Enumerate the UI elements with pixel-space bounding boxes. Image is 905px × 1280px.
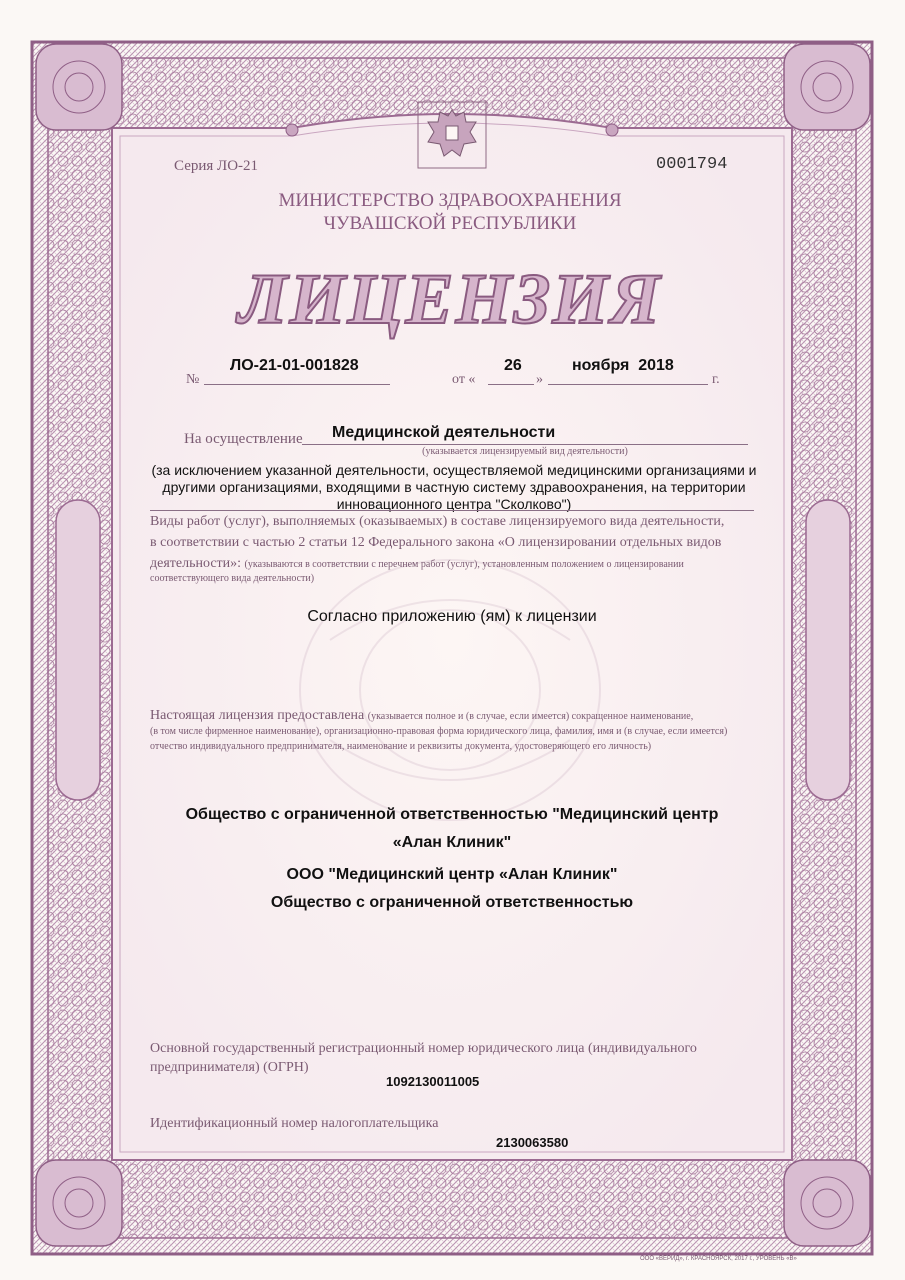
works-text-line3: деятельности»: (указываются в соответствии с перечнем работ (услуг), установленным положением о лицензировании bbox=[150, 556, 684, 571]
series-label: Серия ЛО-21 bbox=[174, 158, 259, 174]
license-month-year: ноября 2018 bbox=[572, 357, 674, 374]
holder-short-name: ООО "Медицинский центр «Алан Клиник" bbox=[286, 866, 618, 883]
holder-legal-form: Общество с ограниченной ответственностью bbox=[270, 894, 634, 911]
inn-label: Идентификационный номер налогоплательщика bbox=[150, 1116, 439, 1131]
holder-label-line1: Настоящая лицензия предоставлена (указывается полное и (в случае, если имеется) сокращенное наименование, bbox=[150, 708, 694, 723]
inn-value: 2130063580 bbox=[496, 1135, 569, 1150]
printer-mark: ООО «ВЕРИД», г. КРАСНОЯРСК, 2017 г., УРОВЕНЬ «В» bbox=[640, 1256, 797, 1262]
works-text-line4: соответствующего вида деятельности) bbox=[150, 573, 315, 584]
activity-hint: (указывается лицензируемый вид деятельности) bbox=[422, 446, 628, 457]
activity-label: На осуществление bbox=[184, 431, 303, 447]
ministry-line2: ЧУВАШСКОЙ РЕСПУБЛИКИ bbox=[323, 213, 577, 234]
license-day: 26 bbox=[504, 357, 522, 374]
holder-full-name-line2: «Алан Клиник" bbox=[392, 834, 512, 851]
holder-label-line3: отчество индивидуального предпринимателя, наименование и реквизиты документа, удостоверяющего его личность) bbox=[150, 741, 652, 752]
ogrn-label-line1: Основной государственный регистрационный номер юридического лица (индивидуального bbox=[150, 1041, 697, 1056]
ogrn-label-line2: предпринимателя) (ОГРН) bbox=[150, 1060, 309, 1075]
page-title: ЛИЦЕНЗИЯ bbox=[238, 259, 662, 339]
works-value: Согласно приложению (ям) к лицензии bbox=[307, 608, 597, 625]
date-prefix: от « bbox=[452, 372, 476, 387]
activity-exception: (за исключением указанной деятельности, осуществляемой медицинскими организациями и другими организациями, входящими в частную систему здравоохранения, на территории инновационного центра "Сколково") bbox=[151, 462, 757, 512]
number-prefix: № bbox=[186, 372, 200, 387]
holder-full-name-line1: Общество с ограниченной ответственностью "Медицинский центр bbox=[185, 806, 719, 823]
coat-of-arms-icon bbox=[416, 100, 488, 170]
year-suffix: г. bbox=[712, 372, 720, 387]
activity-value: Медицинской деятельности bbox=[332, 424, 556, 441]
works-text-line1: Виды работ (услуг), выполняемых (оказываемых) в составе лицензируемого вида деятельности, bbox=[150, 514, 725, 529]
license-number: ЛО-21-01-001828 bbox=[230, 357, 359, 374]
works-text-line2: в соответствии с частью 2 статьи 12 Федерального закона «О лицензировании отдельных видов bbox=[150, 535, 722, 550]
ogrn-value: 1092130011005 bbox=[386, 1074, 480, 1089]
date-mid: » bbox=[536, 372, 543, 387]
blank-number: 0001794 bbox=[656, 155, 728, 174]
holder-label-line2: (в том числе фирменное наименование), организационно-правовая форма юридического лица, фамилия, имя и (в случае, если имеется) bbox=[150, 726, 728, 737]
ministry-line1: МИНИСТЕРСТВО ЗДРАВООХРАНЕНИЯ bbox=[278, 190, 622, 211]
